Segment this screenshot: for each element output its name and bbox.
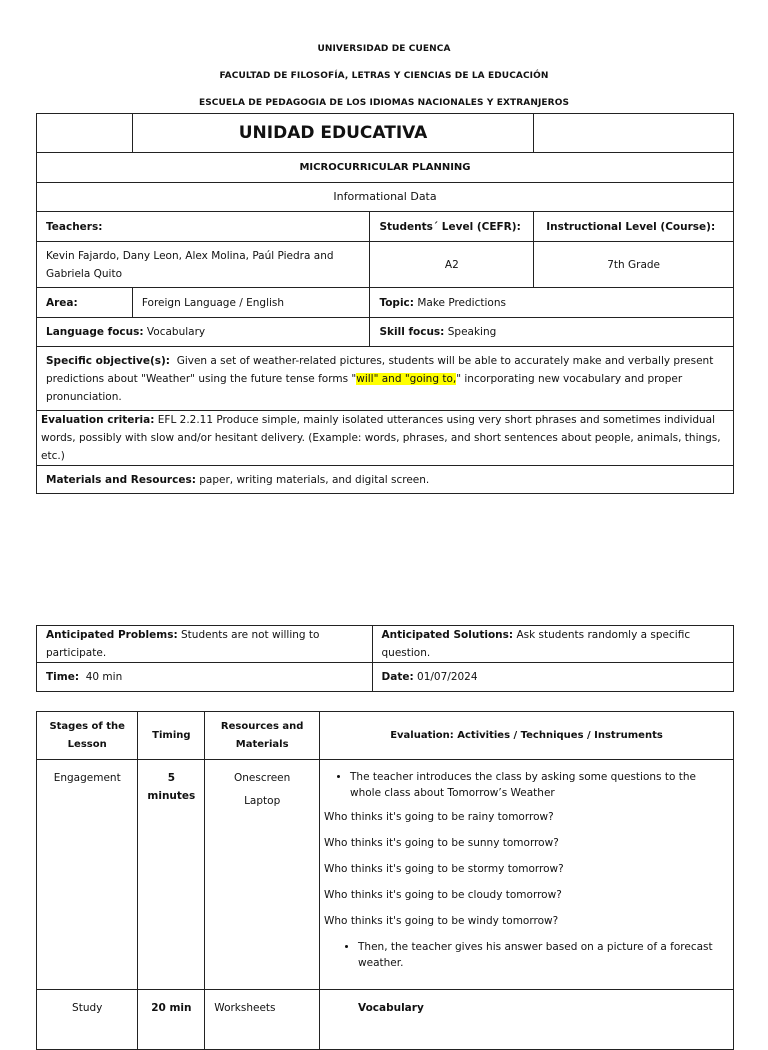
empty-header-cell xyxy=(534,114,734,153)
course-level-label: Instructional Level (Course): xyxy=(534,212,734,242)
logo-cell xyxy=(37,114,133,153)
question-cloudy: Who thinks it's going to be cloudy tomorrow? xyxy=(324,889,562,901)
question-sunny: Who thinks it's going to be sunny tomorrow? xyxy=(324,837,559,849)
engagement-stage: Engagement xyxy=(37,760,138,990)
resource-onescreen: Onescreen xyxy=(234,772,291,784)
cefr-level-label: Students´ Level (CEFR): xyxy=(370,212,534,242)
header-timing: Timing xyxy=(138,712,205,760)
planning-title: MICROCURRICULAR PLANNING xyxy=(37,153,734,183)
info-table xyxy=(36,113,734,494)
topic-cell xyxy=(370,288,734,318)
school-name: ESCUELA DE PEDAGOGIA DE LOS IDIOMAS NACIONALES Y EXTRANJEROS xyxy=(198,98,570,108)
question-stormy: Who thinks it's going to be stormy tomorrow? xyxy=(324,863,564,875)
time-value: 40 min xyxy=(85,671,123,683)
time-cell xyxy=(37,663,373,692)
solutions-cell xyxy=(372,626,733,663)
solutions-value: Ask students randomly a specific question. xyxy=(381,629,691,659)
time-label: Time: xyxy=(46,671,80,683)
unit-title: UNIDAD EDUCATIVA xyxy=(132,114,533,153)
language-focus-value: Vocabulary xyxy=(146,326,206,338)
informational-data-title: Informational Data xyxy=(37,183,734,212)
teachers-value: Kevin Fajardo, Dany Leon, Alex Molina, Paúl Piedra and Gabriela Quito xyxy=(37,242,370,288)
date-label: Date: xyxy=(381,671,414,683)
course-level-value: 7th Grade xyxy=(534,242,734,288)
topic-label: Topic: xyxy=(379,296,414,309)
header-resources: Resources and Materials xyxy=(205,712,320,760)
study-resources: Worksheets xyxy=(205,990,320,1050)
objective-cell xyxy=(37,347,734,411)
materials-label: Materials and Resources: xyxy=(46,473,196,486)
skill-focus-value: Speaking xyxy=(447,326,497,338)
engagement-timing: 5 minutes xyxy=(138,760,205,990)
topic-value: Make Predictions xyxy=(417,296,506,309)
header-stages: Stages of the Lesson xyxy=(37,712,138,760)
question-rainy: Who thinks it's going to be rainy tomorrow? xyxy=(324,811,554,823)
solutions-label: Anticipated Solutions: xyxy=(381,629,514,641)
lesson-table xyxy=(36,711,734,1050)
objective-text-end: " incorporating new vocabulary and proper pronunciation. xyxy=(46,372,683,403)
study-timing: 20 min xyxy=(138,990,205,1050)
teachers-label: Teachers: xyxy=(37,212,370,242)
area-label: Area: xyxy=(37,288,133,318)
date-cell xyxy=(372,663,733,692)
area-value: Foreign Language / English xyxy=(132,288,370,318)
evaluation-criteria-label: Evaluation criteria: xyxy=(41,414,155,426)
resource-laptop: Laptop xyxy=(244,795,281,807)
materials-cell xyxy=(37,466,734,494)
objective-label: Specific objective(s): xyxy=(46,354,170,367)
objective-highlight: will" and "going to, xyxy=(356,372,457,385)
language-focus-label: Language focus: xyxy=(46,326,144,338)
study-stage: Study xyxy=(37,990,138,1050)
engagement-activities xyxy=(320,760,734,990)
evaluation-criteria-cell xyxy=(37,411,734,466)
skill-focus-cell xyxy=(370,318,734,347)
materials-value: paper, writing materials, and digital screen. xyxy=(199,473,430,486)
cefr-level-value: A2 xyxy=(370,242,534,288)
engagement-bullet-intro: • The teacher introduces the class by asking some questions to the whole class about Tomorrow’s Weather xyxy=(350,769,724,801)
evaluation-criteria-value: EFL 2.2.11 Produce simple, mainly isolated utterances using very short phrases and sometimes individual words, possibly with slow and/or hesitant delivery. (Example: words, phrases, and short sentences about people, animals, things, etc.) xyxy=(41,414,721,462)
header-evaluation: Evaluation: Activities / Techniques / Instruments xyxy=(320,712,734,760)
faculty-name: FACULTAD DE FILOSOFÍA, LETRAS Y CIENCIAS DE LA EDUCACIÓN xyxy=(219,71,549,81)
engagement-bullet-answer: • Then, the teacher gives his answer based on a picture of a forecast weather. xyxy=(358,939,724,971)
skill-focus-label: Skill focus: xyxy=(379,326,445,338)
question-windy: Who thinks it's going to be windy tomorrow? xyxy=(324,915,559,927)
problems-table xyxy=(36,625,734,692)
problems-value: Students are not willing to participate. xyxy=(46,629,320,659)
objective-text: Given a set of weather-related pictures, students will be able to accurately make and verbally present predictions about "Weather" using the future tense forms " xyxy=(46,354,714,385)
study-activity: Vocabulary xyxy=(320,990,734,1050)
engagement-resources xyxy=(205,760,320,990)
problems-label: Anticipated Problems: xyxy=(46,629,178,641)
date-value: 01/07/2024 xyxy=(417,671,478,683)
problems-cell xyxy=(37,626,373,663)
university-name: UNIVERSIDAD DE CUENCA xyxy=(317,44,451,54)
language-focus-cell xyxy=(37,318,370,347)
